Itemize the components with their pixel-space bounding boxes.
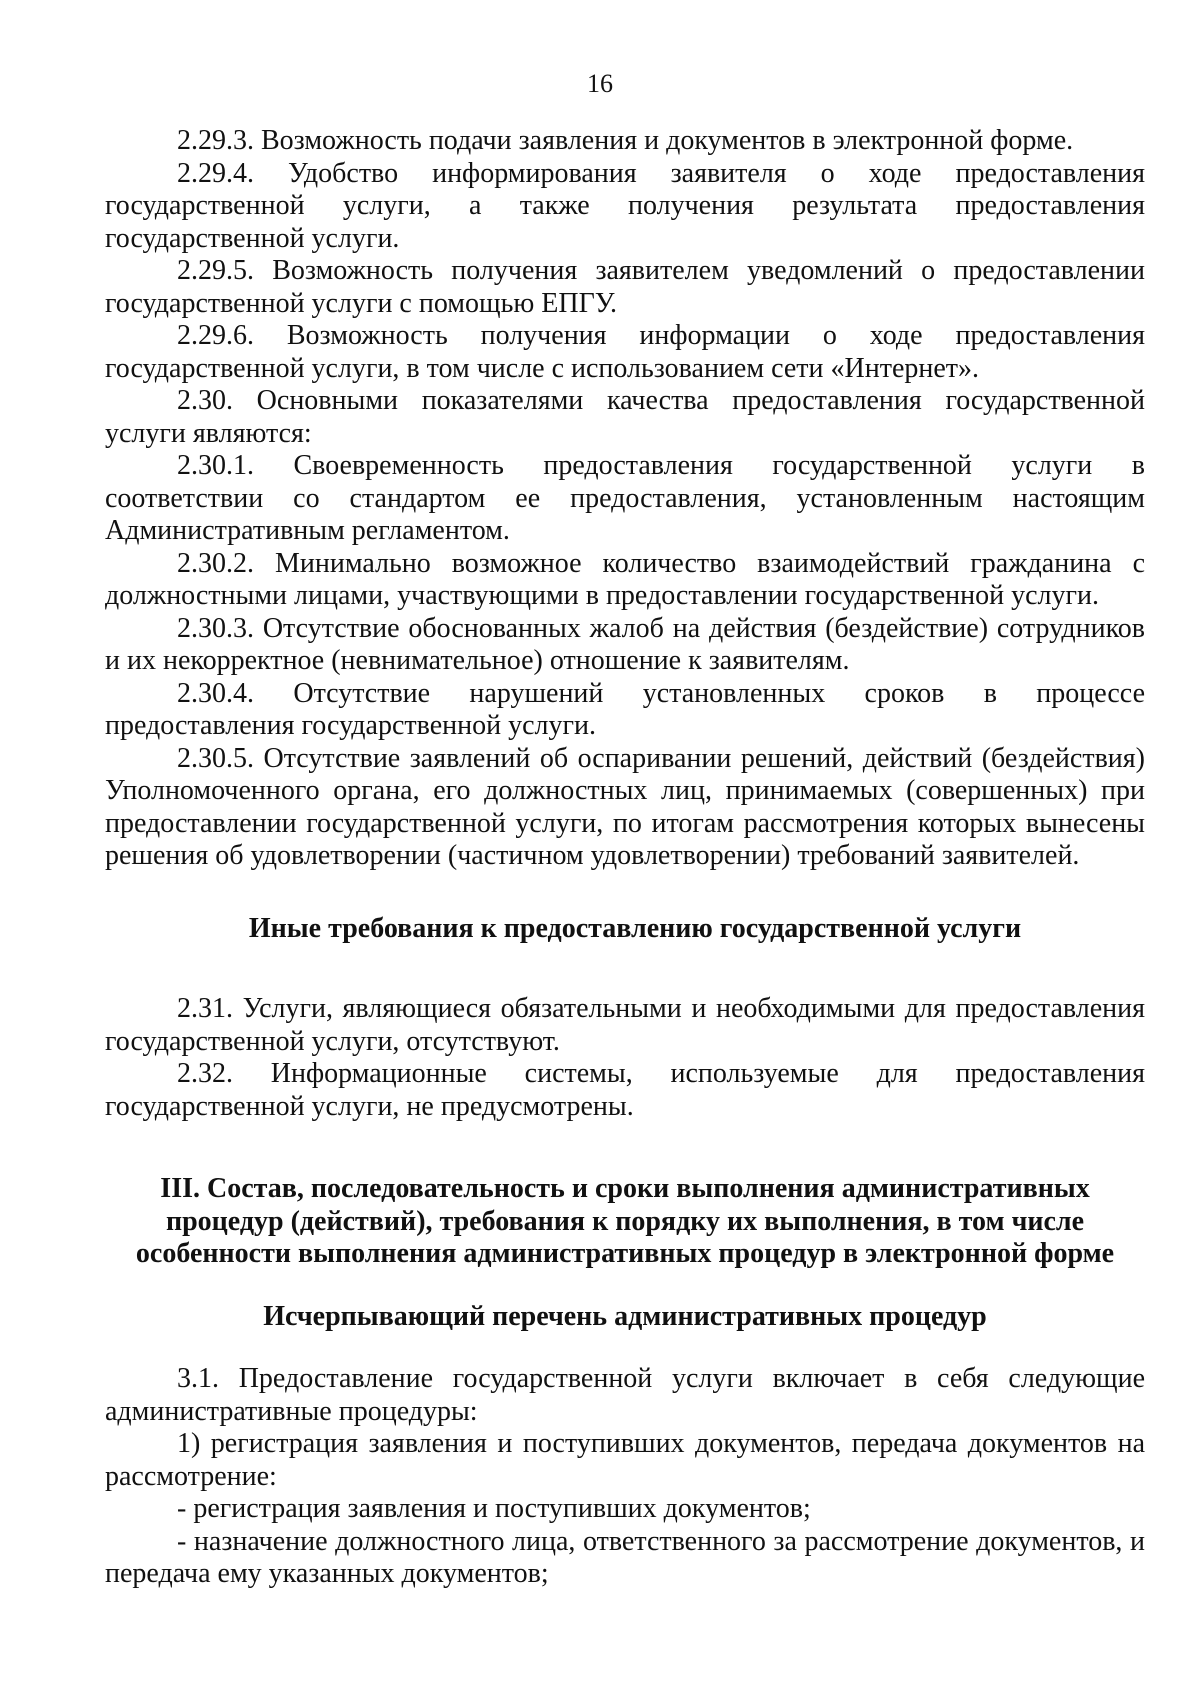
- document-body: [105, 125, 1145, 1591]
- page-number: 16: [587, 69, 613, 98]
- heading-other-requirements: Иные требования к предоставлению государственной услуги: [248, 912, 1022, 944]
- paragraph-2-29-3: 2.29.3. Возможность подачи заявления и документов в электронной форме.: [177, 125, 1074, 156]
- paragraph-2-30-3: 2.30.3. Отсутствие обоснованных жалоб на действия (бездействие) сотрудников и их некорректное (невнимательное) отношение к заявителям.: [105, 612, 1145, 676]
- paragraph-2-29-4: 2.29.4. Удобство информирования заявителя о ходе предоставления государственной услуги, а также получения результата предоставления государственной услуги.: [105, 157, 1145, 254]
- paragraph-2-30-2: 2.30.2. Минимально возможное количество взаимодействий гражданина с должностными лицами, участвующими в предоставлении государственной услуги.: [105, 547, 1145, 611]
- paragraph-2-30-1: 2.30.1. Своевременность предоставления государственной услуги в соответствии со стандартом ее предоставления, установленным настоящим Административным регламентом.: [105, 450, 1145, 546]
- paragraph-2-30-5: 2.30.5. Отсутствие заявлений об оспаривании решений, действий (бездействия) Уполномоченного органа, его должностных лиц, принимаемых (совершенных) при предоставлении государственной услуги, по итогам рассмотрения которых вынесены решения об удовлетворении (частичном удовлетворении) требований заявителей.: [105, 742, 1145, 871]
- paragraph-2-32: 2.32. Информационные системы, используемые для предоставления государственной услуги, не предусмотрены.: [105, 1058, 1145, 1122]
- paragraph-2-30-4: 2.30.4. Отсутствие нарушений установленных сроков в процессе предоставления государственной услуги.: [105, 677, 1145, 741]
- heading-section-iii: III. Состав, последовательность и сроки выполнения административных процедур (действий), требования к порядку их выполнения, в том числе особенности выполнения административных процедур в электронной форме: [135, 1173, 1115, 1269]
- heading-procedures-list: Исчерпывающий перечень административных процедур: [263, 1300, 987, 1332]
- paragraph-2-30: 2.30. Основными показателями качества предоставления государственной услуги являются:: [105, 385, 1145, 449]
- paragraph-2-29-6: 2.29.6. Возможность получения информации о ходе предоставления государственной услуги, в том числе с использованием сети «Интернет».: [105, 320, 1145, 384]
- paragraph-2-31: 2.31. Услуги, являющиеся обязательными и необходимыми для предоставления государственной услуги, отсутствуют.: [105, 993, 1145, 1057]
- list-subitem-assignment: - назначение должностного лица, ответственного за рассмотрение документов, и передача ему указанных документов;: [105, 1525, 1145, 1589]
- list-item-1: 1) регистрация заявления и поступивших документов, передача документов на рассмотрение:: [105, 1428, 1145, 1492]
- paragraph-2-29-5: 2.29.5. Возможность получения заявителем уведомлений о предоставлении государственной услуги с помощью ЕПГУ.: [105, 255, 1145, 319]
- list-subitem-registration: - регистрация заявления и поступивших документов;: [177, 1493, 811, 1524]
- paragraph-3-1: 3.1. Предоставление государственной услуги включает в себя следующие административные процедуры:: [105, 1363, 1145, 1427]
